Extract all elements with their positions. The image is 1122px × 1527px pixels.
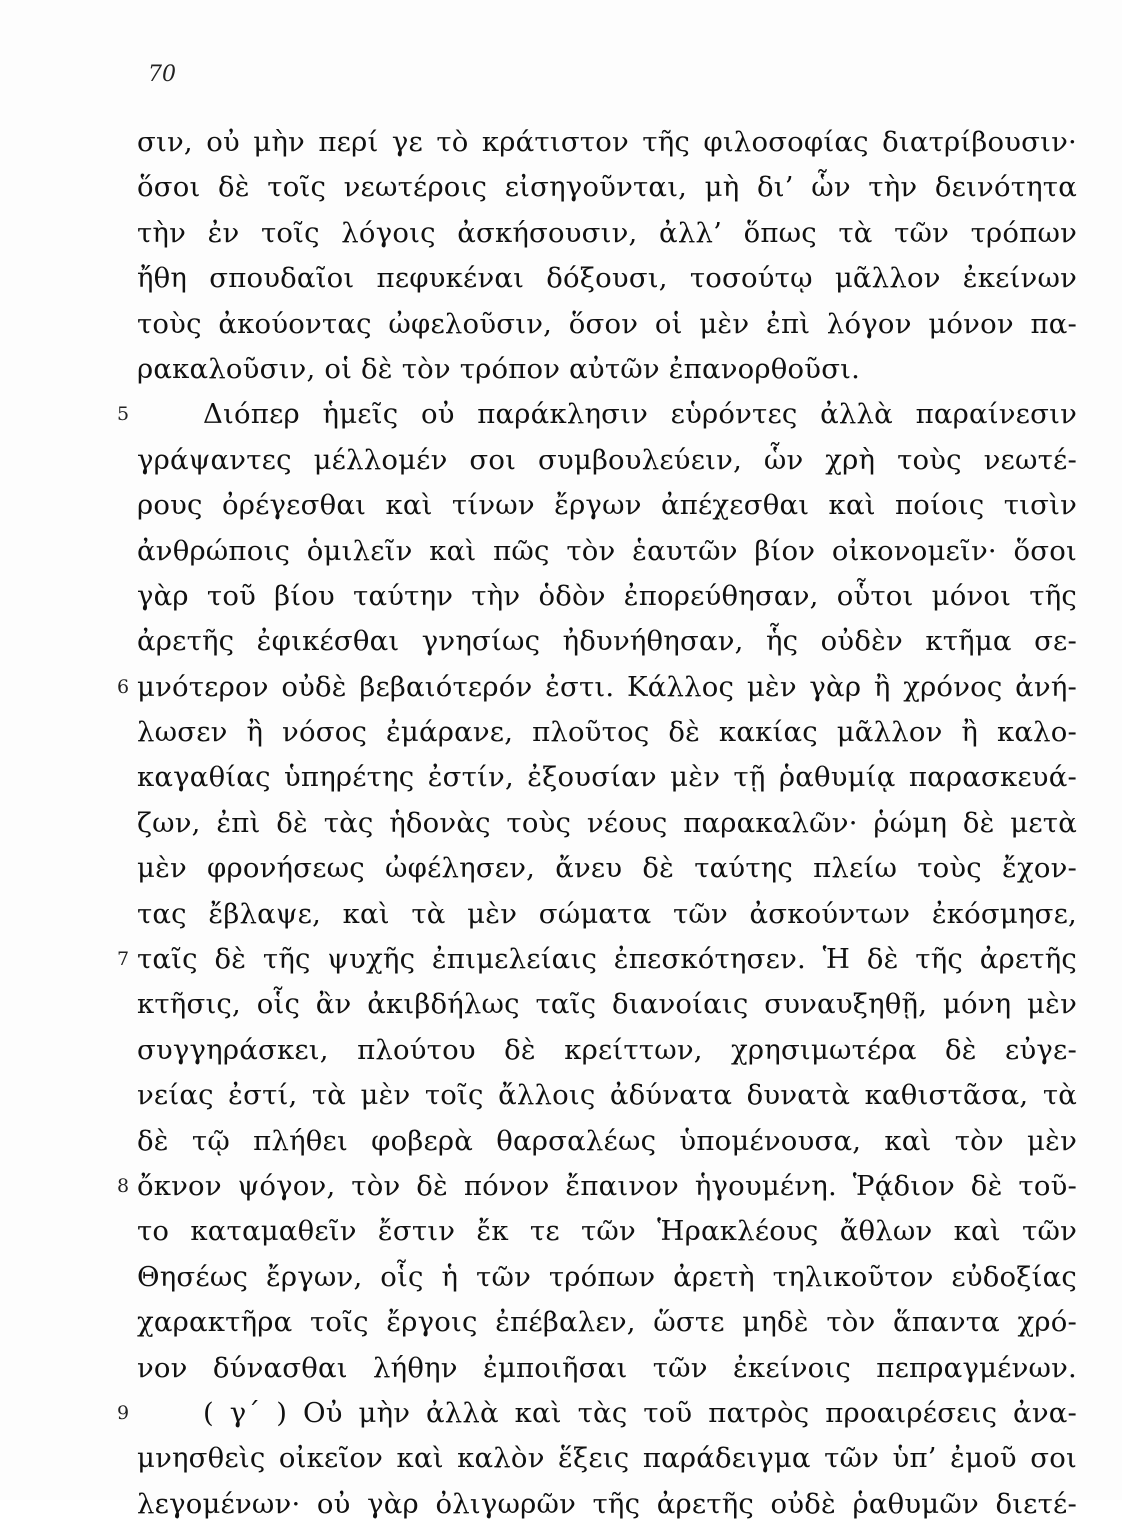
line-text: ταῖς δὲ τῆς ψυχῆς ἐπιμελείαις ἐπεσκότησεν. Ἡ δὲ τῆς ἀρετῆς xyxy=(137,943,1077,976)
text-line xyxy=(137,529,1077,574)
line-text: νείας ἐστί, τὰ μὲν τοῖς ἄλλοις ἀδύνατα δυνατὰ καθιστᾶσα, τὰ xyxy=(137,1079,1077,1112)
line-text: καγαθίας ὑπηρέτης ἐστίν, ἐξουσίαν μὲν τῇ ῥαθυμίᾳ παρασκευά- xyxy=(137,761,1077,794)
line-text: γὰρ τοῦ βίου ταύτην τὴν ὁδὸν ἐπορεύθησαν, οὗτοι μόνοι τῆς xyxy=(137,579,1077,612)
text-line xyxy=(137,1209,1077,1254)
text-line xyxy=(137,1073,1077,1118)
text-line xyxy=(117,1391,1077,1436)
text-line xyxy=(137,1255,1077,1300)
line-text: σιν, οὐ μὴν περί γε τὸ κράτιστον τῆς φιλοσοφίας διατρίβουσιν· xyxy=(137,126,1077,158)
section-marker: 6 xyxy=(117,675,130,698)
line-text: λωσεν ἢ νόσος ἐμάρανε, πλοῦτος δὲ κακίας μᾶλλον ἢ καλο- xyxy=(137,716,1077,749)
line-text: δὲ τῷ πλήθει φοβερὰ θαρσαλέως ὑπομένουσα, καὶ τὸν μὲν xyxy=(137,1124,1077,1157)
text-line xyxy=(137,120,1077,165)
text-line xyxy=(137,755,1077,800)
section-marker: 7 xyxy=(117,948,130,971)
line-text: συγγηράσκει, πλούτου δὲ κρείττων, χρησιμωτέρα δὲ εὐγε- xyxy=(137,1033,1077,1066)
page-number: 70 xyxy=(148,62,176,87)
line-text: τοὺς ἀκούοντας ὠφελοῦσιν, ὅσον οἱ μὲν ἐπὶ λόγον μόνον πα- xyxy=(137,307,1077,340)
text-line xyxy=(137,710,1077,755)
text-line xyxy=(137,982,1077,1027)
line-text: Θησέως ἔργων, οἷς ἡ τῶν τρόπων ἀρετὴ τηλικοῦτον εὐδοξίας xyxy=(137,1260,1077,1293)
text-line xyxy=(117,1164,1077,1209)
line-text: μνότερον οὐδὲ βεβαιότερόν ἐστι. Κάλλος μὲν γὰρ ἢ χρόνος ἀνή- xyxy=(137,670,1077,703)
text-line xyxy=(137,256,1077,301)
text-line xyxy=(137,892,1077,937)
text-line xyxy=(137,347,1077,392)
section-marker: 9 xyxy=(117,1401,130,1424)
text-line xyxy=(137,165,1077,210)
line-text: ( γ΄ ) Οὐ μὴν ἀλλὰ καὶ τὰς τοῦ πατρὸς προαιρέσεις ἀνα- xyxy=(203,1396,1077,1429)
line-text: νον δύνασθαι λήθην ἐμποιῆσαι τῶν ἐκείνοις πεπραγμένων. xyxy=(137,1351,1077,1384)
line-text: το καταμαθεῖν ἔστιν ἔκ τε τῶν Ἡρακλέους ἄθλων καὶ τῶν xyxy=(137,1215,1077,1248)
text-line xyxy=(137,1300,1077,1345)
text-line xyxy=(137,1346,1077,1391)
line-text: ρακαλοῦσιν, οἱ δὲ τὸν τρόπον αὐτῶν ἐπανορθοῦσι. xyxy=(137,352,861,385)
text-line xyxy=(137,846,1077,891)
line-text: ρους ὀρέγεσθαι καὶ τίνων ἔργων ἀπέχεσθαι καὶ ποίοις τισὶν xyxy=(137,489,1077,522)
line-text: κτῆσις, οἷς ἂν ἀκιβδήλως ταῖς διανοίαις συναυξηθῇ, μόνη μὲν xyxy=(137,988,1077,1021)
line-text: ὅσοι δὲ τοῖς νεωτέροις εἰσηγοῦνται, μὴ δι’ ὧν τὴν δεινότητα xyxy=(137,171,1077,204)
text-line xyxy=(137,801,1077,846)
line-text: χαρακτῆρα τοῖς ἔργοις ἐπέβαλεν, ὥστε μηδὲ τὸν ἅπαντα χρό- xyxy=(137,1306,1077,1339)
line-text: ἀρετῆς ἐφικέσθαι γνησίως ἠδυνήθησαν, ἧς οὐδὲν κτῆμα σε- xyxy=(137,625,1077,658)
text-line xyxy=(117,392,1077,437)
line-text: Διόπερ ἡμεῖς οὐ παράκλησιν εὑρόντες ἀλλὰ παραίνεσιν xyxy=(203,398,1077,431)
text-line xyxy=(137,302,1077,347)
text-line xyxy=(117,665,1077,710)
text-line xyxy=(137,574,1077,619)
line-text: ἀνθρώποις ὁμιλεῖν καὶ πῶς τὸν ἑαυτῶν βίον οἰκονομεῖν· ὅσοι xyxy=(137,534,1077,567)
line-text: ἤθη σπουδαῖοι πεφυκέναι δόξουσι, τοσούτῳ μᾶλλον ἐκείνων xyxy=(137,262,1077,295)
body-text xyxy=(117,120,1077,1527)
line-text: μνησθεὶς οἰκεῖον καὶ καλὸν ἕξεις παράδειγμα τῶν ὑπ’ ἐμοῦ σοι xyxy=(137,1442,1077,1475)
text-line xyxy=(137,211,1077,256)
text-line xyxy=(117,937,1077,982)
line-text: ζων, ἐπὶ δὲ τὰς ἡδονὰς τοὺς νέους παρακαλῶν· ῥώμη δὲ μετὰ xyxy=(137,806,1077,839)
line-text: γράψαντες μέλλομέν σοι συμβουλεύειν, ὧν χρὴ τοὺς νεωτέ- xyxy=(137,443,1077,476)
line-text: λεγομένων· οὐ γὰρ ὀλιγωρῶν τῆς ἀρετῆς οὐδὲ ῥαθυμῶν διετέ- xyxy=(137,1487,1077,1520)
text-line xyxy=(137,438,1077,483)
line-text: ὄκνον ψόγον, τὸν δὲ πόνον ἔπαινον ἡγουμένη. Ῥᾴδιον δὲ τοῦ- xyxy=(137,1169,1077,1202)
text-line xyxy=(137,483,1077,528)
text-line xyxy=(137,1482,1077,1527)
text-line xyxy=(137,619,1077,664)
text-line xyxy=(137,1436,1077,1481)
line-text: τὴν ἐν τοῖς λόγοις ἀσκήσουσιν, ἀλλ’ ὅπως τὰ τῶν τρόπων xyxy=(137,216,1077,249)
section-marker: 5 xyxy=(117,403,130,426)
line-text: τας ἔβλαψε, καὶ τὰ μὲν σώματα τῶν ἀσκούντων ἐκόσμησε, xyxy=(137,897,1077,930)
section-marker: 8 xyxy=(117,1174,130,1197)
line-text: μὲν φρονήσεως ὠφέλησεν, ἄνευ δὲ ταύτης πλείω τοὺς ἔχον- xyxy=(137,852,1077,885)
text-line xyxy=(137,1028,1077,1073)
text-line xyxy=(137,1119,1077,1164)
